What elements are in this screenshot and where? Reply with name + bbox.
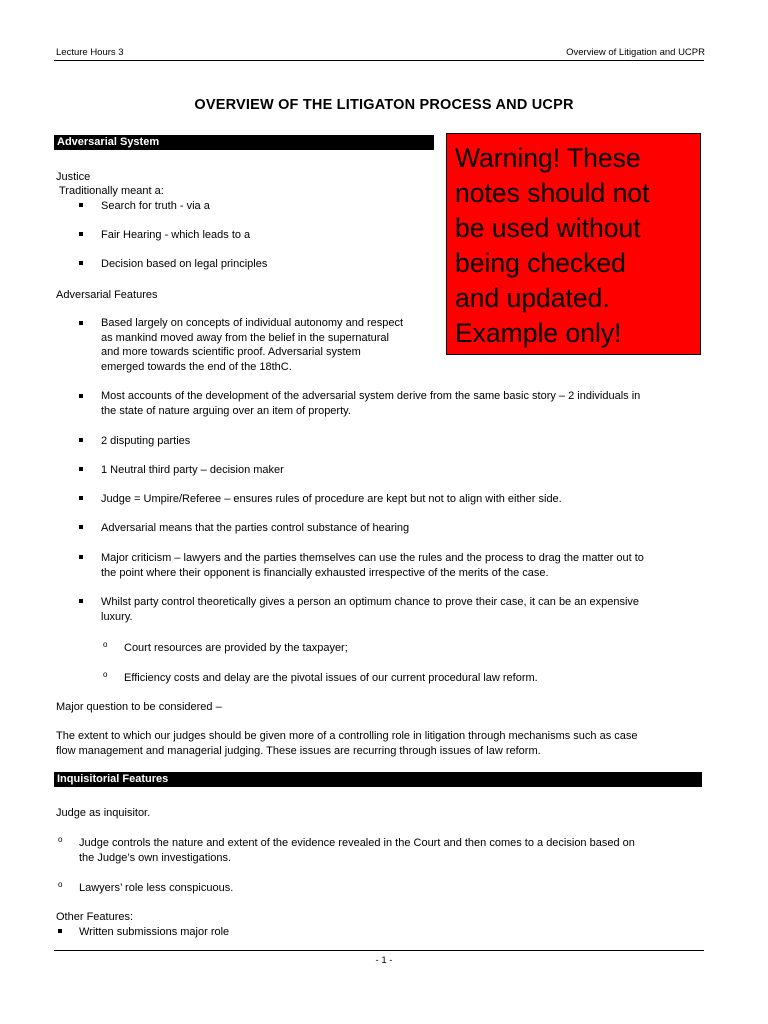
adversarial-item-criticism: Major criticism – lawyers and the parties themselves can use the rules and the process to drag the matter out to the point where their opponent is financially exhausted irrespective of the merits of the case. [101,552,644,579]
adversarial-item: Judge = Umpire/Referee – ensures rules of procedure are kept but not to align with either side. [101,493,562,505]
square-bullet-icon [79,438,83,442]
adversarial-item: Adversarial means that the parties control substance of hearing [101,522,410,534]
inquisitorial-item-evidence: Judge controls the nature and extent of the evidence revealed in the Court and then comes to a decision based on the Judge’s own investigations. [79,837,635,864]
justice-intro: Traditionally meant a: [59,185,164,197]
section-bar-adversarial: Adversarial System [54,135,434,150]
warning-box [446,133,701,355]
square-bullet-icon [79,555,83,559]
warning-line: Warning! These [455,143,641,173]
major-question-text: The extent to which our judges should be given more of a controlling role in litigation through mechanisms such as case flow management and managerial judging. These issues are recurring through issues of law reform. [56,730,638,757]
footer-rule [54,950,704,951]
inquisitorial-intro: Judge as inquisitor. [56,807,151,819]
major-question-heading: Major question to be considered – [56,701,222,713]
square-bullet-icon [79,394,83,398]
other-features-heading: Other Features: [56,911,134,923]
adversarial-item: 2 disputing parties [101,435,191,447]
header-rule [54,60,704,61]
square-bullet-icon [58,929,62,933]
warning-line: notes should not [455,178,650,208]
square-bullet-icon [79,525,83,529]
sub-item: Court resources are provided by the taxpayer; [124,642,348,654]
sub-item: Efficiency costs and delay are the pivotal issues of our current procedural law reform. [124,672,538,684]
justice-heading: Justice [56,171,91,183]
circle-bullet-icon: o [103,640,108,649]
section-bar-inquisitorial: Inquisitorial Features [54,772,702,787]
adversarial-features-heading: Adversarial Features [56,289,158,301]
other-features-item: Written submissions major role [79,926,230,938]
page-number: - 1 - [375,955,393,966]
adversarial-item-party-control: Whilst party control theoretically gives a person an optimum chance to prove their case, it can be an expensive luxury. [101,596,640,623]
warning-line: Example only! [455,318,622,348]
circle-bullet-icon: o [58,835,63,844]
circle-bullet-icon: o [103,670,108,679]
square-bullet-icon [79,203,83,207]
justice-item: Decision based on legal principles [101,258,268,270]
adversarial-item-autonomy: Based largely on concepts of individual autonomy and respect as mankind moved away from the belief in the supernatural and more towards scientific proof. Adversarial system emerged towards the end of the 18thC. [101,317,404,373]
square-bullet-icon [79,232,83,236]
adversarial-item-accounts: Most accounts of the development of the adversarial system derive from the same basic story – 2 individuals in the state of nature arguing over an item of property. [101,390,641,417]
page-title: OVERVIEW OF THE LITIGATON PROCESS AND UCPR [194,97,574,113]
warning-line: and updated. [455,283,610,313]
circle-bullet-icon: o [58,880,63,889]
header-left: Lecture Hours 3 [56,47,124,58]
adversarial-item: 1 Neutral third party – decision maker [101,464,284,476]
justice-item: Fair Hearing - which leads to a [101,229,251,241]
square-bullet-icon [79,261,83,265]
square-bullet-icon [79,321,83,325]
square-bullet-icon [79,467,83,471]
justice-item: Search for truth - via a [101,200,210,212]
warning-line: be used without [455,213,641,243]
inquisitorial-item: Lawyers’ role less conspicuous. [79,882,234,894]
header-right: Overview of Litigation and UCPR [566,47,705,58]
square-bullet-icon [79,496,83,500]
square-bullet-icon [79,599,83,603]
warning-line: being checked [455,248,626,278]
